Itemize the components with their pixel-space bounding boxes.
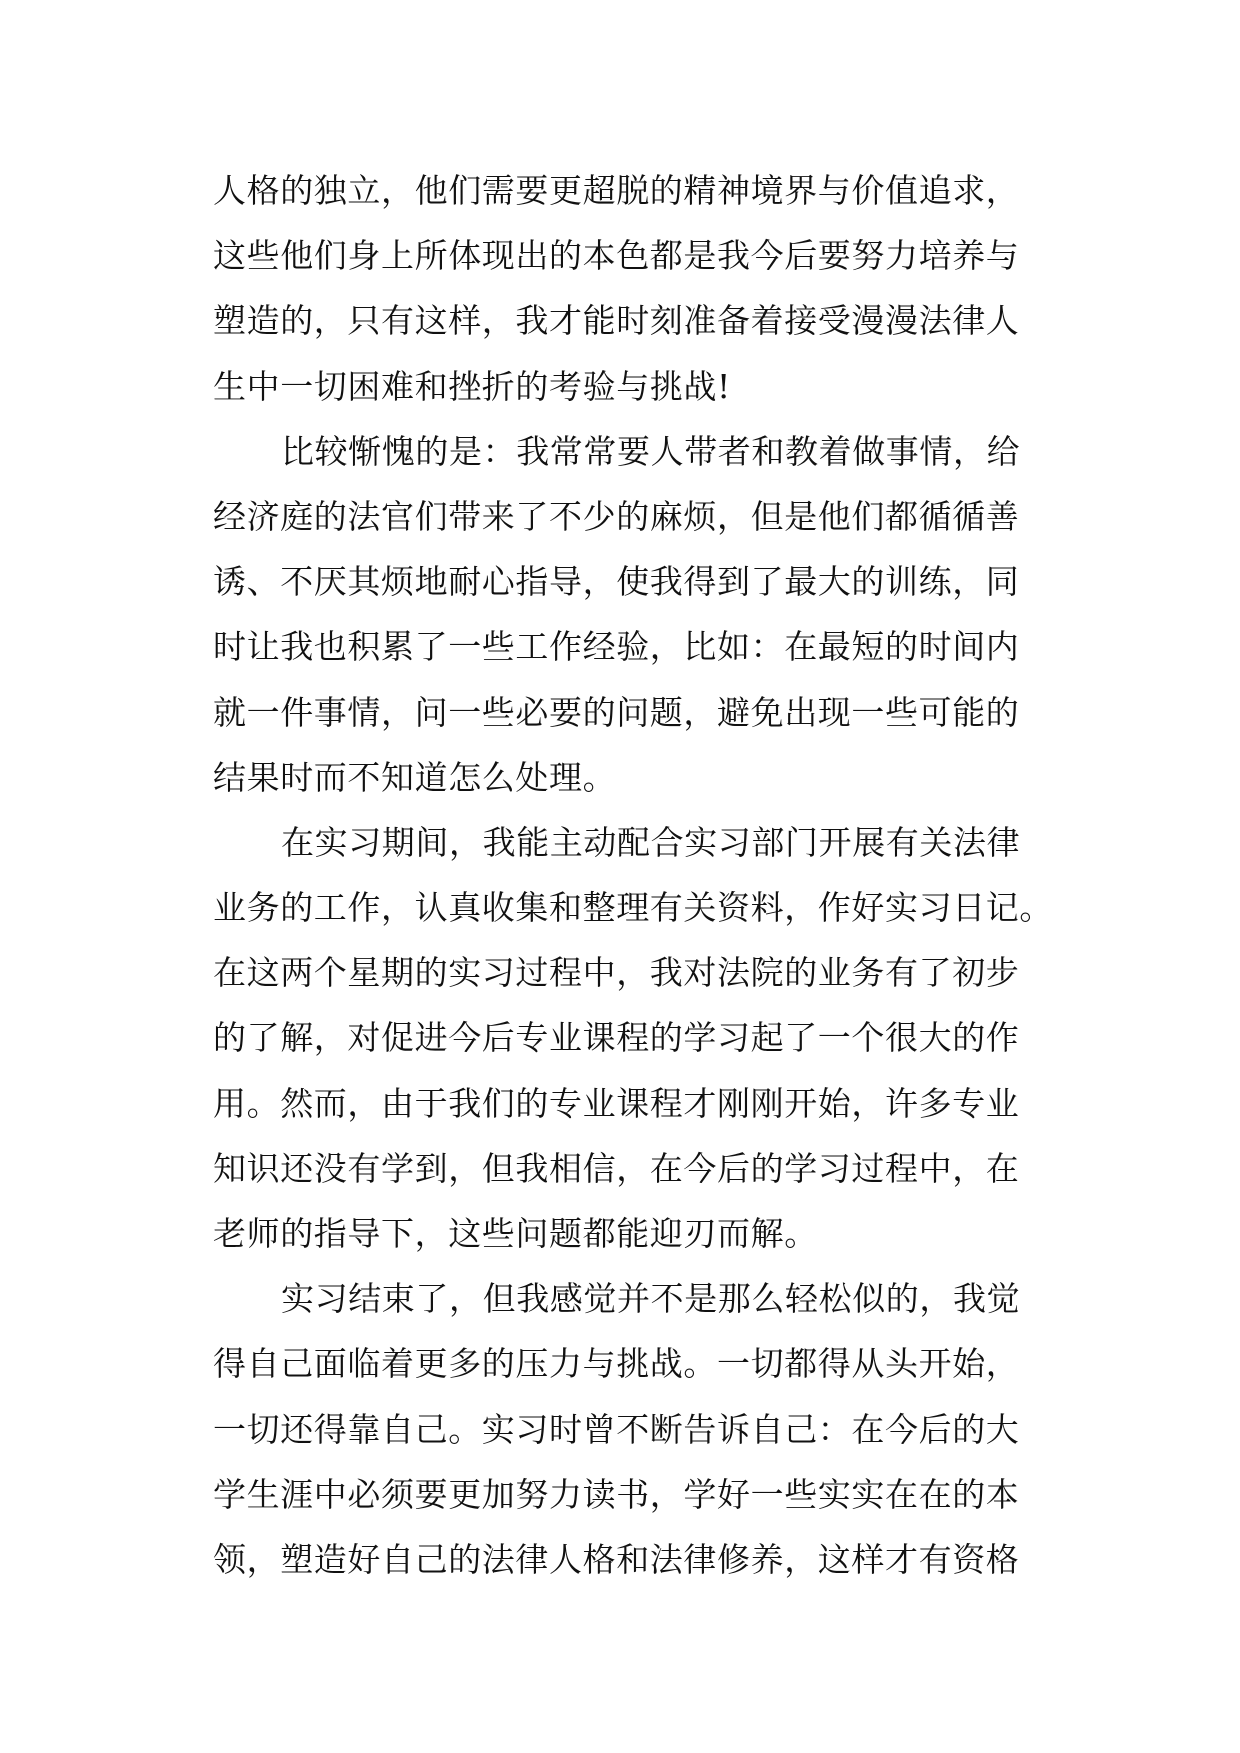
text-line: 人格的独立，他们需要更超脱的精神境界与价值追求， xyxy=(213,171,1020,210)
text-line: 得自己面临着更多的压力与挑战。一切都得从头开始， xyxy=(213,1344,1020,1384)
text-line: 领，塑造好自己的法律人格和法律修养，这样才有资格 xyxy=(213,1539,1020,1579)
body-text xyxy=(213,158,1073,1592)
text-line: 就一件事情，问一些必要的问题，避免出现一些可能的 xyxy=(213,692,1020,732)
text-line: 用。然而，由于我们的专业课程才刚刚开始，许多专业 xyxy=(213,1083,1020,1123)
text-line: 在这两个星期的实习过程中，我对法院的业务有了初步 xyxy=(213,953,1020,993)
text-line: 业务的工作，认真收集和整理有关资料，作好实习日记。 xyxy=(213,888,1053,928)
text-line: 的了解，对促进今后专业课程的学习起了一个很大的作 xyxy=(213,1018,1020,1058)
text-line: 时让我也积累了一些工作经验，比如：在最短的时间内 xyxy=(213,627,1020,667)
text-line: 老师的指导下，这些问题都能迎刃而解。 xyxy=(213,1214,818,1253)
text-line: 知识还没有学到，但我相信，在今后的学习过程中，在 xyxy=(213,1148,1020,1188)
paragraph-first-line: 在实习期间，我能主动配合实习部门开展有关法律 xyxy=(281,822,1021,862)
text-line: 一切还得靠自己。实习时曾不断告诉自己：在今后的大 xyxy=(213,1409,1020,1449)
text-line: 学生涯中必须要更加努力读书，学好一些实实在在的本 xyxy=(213,1474,1020,1514)
text-line: 结果时而不知道怎么处理。 xyxy=(213,757,617,797)
text-line: 生中一切困难和挫折的考验与挑战! xyxy=(213,366,731,406)
text-line: 诱、不厌其烦地耐心指导，使我得到了最大的训练，同 xyxy=(213,562,1020,602)
text-line: 这些他们身上所体现出的本色都是我今后要努力培养与 xyxy=(213,236,1020,276)
paragraph-first-line: 比较惭愧的是：我常常要人带者和教着做事情，给 xyxy=(281,431,1021,471)
text-line: 经济庭的法官们带来了不少的麻烦，但是他们都循循善 xyxy=(213,496,1020,536)
paragraph-first-line: 实习结束了，但我感觉并不是那么轻松似的，我觉 xyxy=(281,1279,1021,1319)
text-line: 塑造的，只有这样，我才能时刻准备着接受漫漫法律人 xyxy=(213,301,1020,341)
